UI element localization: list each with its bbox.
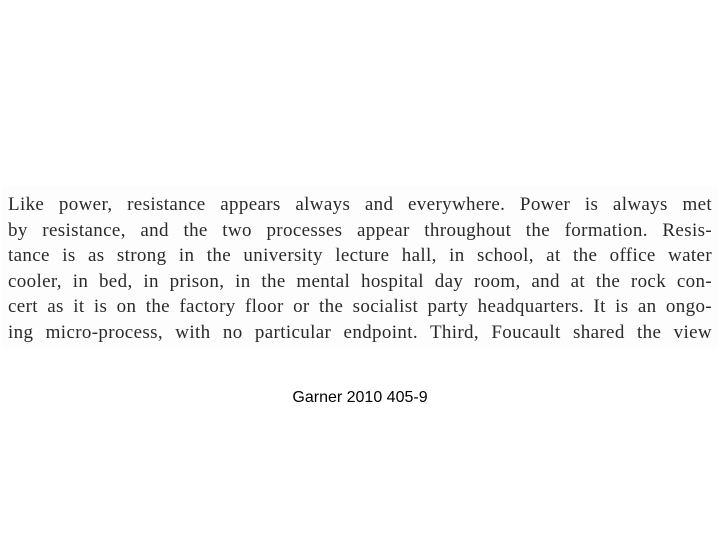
scanned-quote-line: ing micro-process, with no particular endpoint. Third, Foucault shared the view <box>8 321 712 343</box>
scanned-quote-image <box>2 186 718 348</box>
scanned-quote-line: by resistance, and the two processes appear throughout the formation. Resis- <box>8 219 712 241</box>
citation-caption: Garner 2010 405-9 <box>292 389 428 406</box>
scanned-quote-line: tance is as strong in the university lecture hall, in school, at the office water <box>8 245 712 266</box>
scanned-quote-text <box>8 192 712 345</box>
scanned-quote-line: cert as it is on the factory floor or the socialist party headquarters. It is an ongo- <box>8 296 712 317</box>
scanned-quote-line: cooler, in bed, in prison, in the mental hospital day room, and at the rock con- <box>8 270 712 292</box>
scanned-quote-line: Like power, resistance appears always and everywhere. Power is always met <box>8 194 712 215</box>
